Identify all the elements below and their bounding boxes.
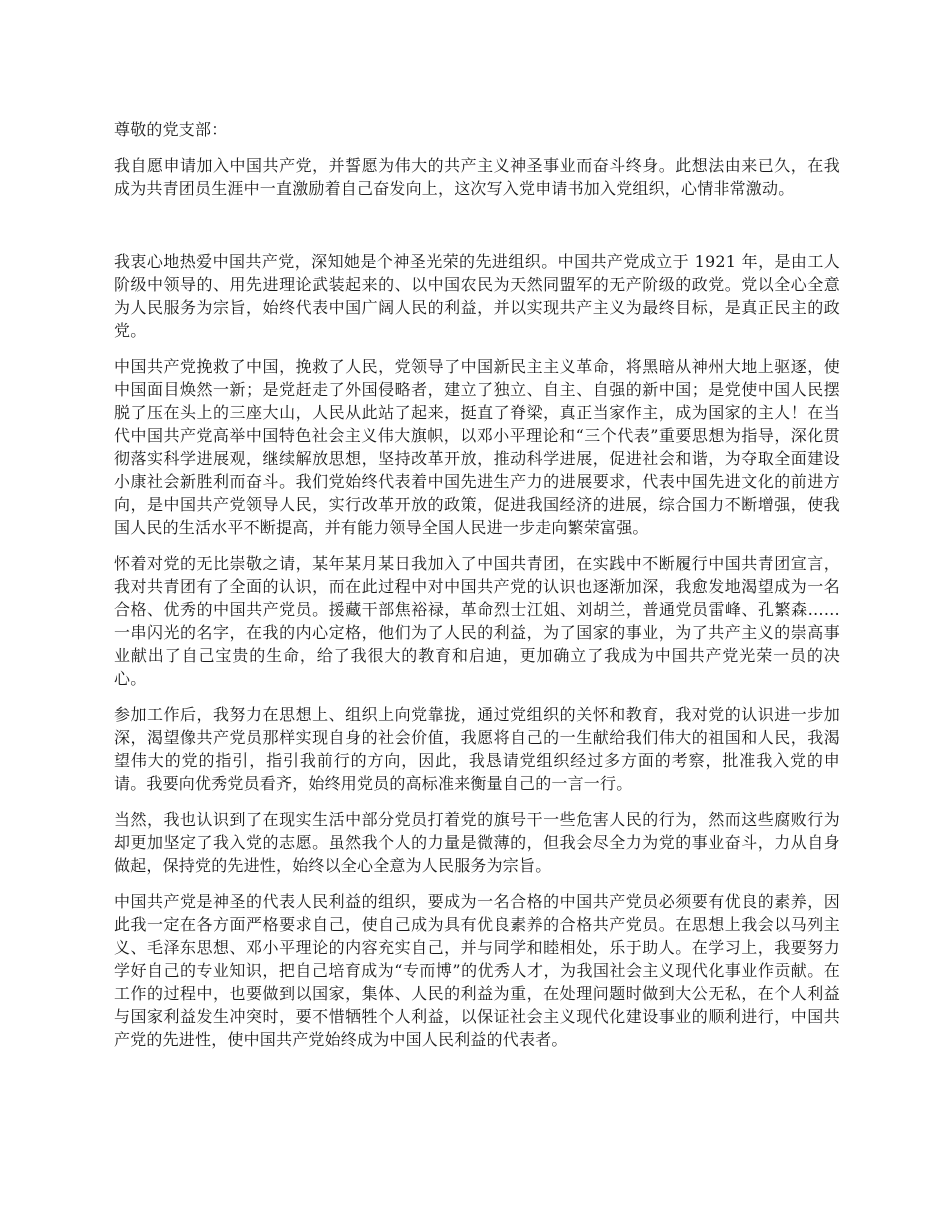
paragraph-4: 怀着对党的无比崇敬之请，某年某月某日我加入了中国共青团，在实践中不断履行中国共青团宣言，我对共青团有了全面的认识，而在此过程中对中国共产党的认识也逐渐加深，我愈发地渴望成为一名合格、优秀的中国共产党员。援藏干部焦裕禄，革命烈士江姐、刘胡兰，普通党员雷峰、孔繁森……一串闪光的名字，在我的内心定格，他们为了人民的利益，为了国家的事业，为了共产主义的崇高事业献出了自己宝贵的生命，给了我很大的教育和启迪，更加确立了我成为中国共产党光荣一员的决心。: [114, 554, 840, 688]
paragraph-6: 当然，我也认识到了在现实生活中部分党员打着党的旗号干一些危害人民的行为，然而这些腐败行为却更加坚定了我入党的志愿。虽然我个人的力量是微薄的，但我会尽全力为党的事业奋斗，力从自身做起，保持党的先进性，始终以全心全意为人民服务为宗旨。: [114, 810, 840, 875]
paragraph-1: 我自愿申请加入中国共产党，并誓愿为伟大的共产主义神圣事业而奋斗终身。此想法由来已久，在我成为共青团员生涯中一直激励着自己奋发向上，这次写入党申请书加入党组织，心情非常激动。: [114, 156, 840, 198]
salutation: 尊敬的党支部：: [114, 120, 228, 139]
paragraph-5: 参加工作后，我努力在思想上、组织上向党靠拢，通过党组织的关怀和教育，我对党的认识进一步加深，渴望像共产党员那样实现自身的社会价值，我愿将自己的一生献给我们伟大的祖国和人民，我渴望伟大的党的指引，指引我前行的方向，因此，我恳请党组织经过多方面的考察，批准我入党的申请。我要向优秀党员看齐，始终用党员的高标准来衡量自己的一言一行。: [114, 705, 840, 793]
document-page: [114, 118, 840, 1064]
paragraph-2: 我衷心地热爱中国共产党，深知她是个神圣光荣的先进组织。中国共产党成立于 1921 年，是由工人阶级中领导的、用先进理论武装起来的、以中国农民为天然同盟军的无产阶级的政党。党以全心全意为人民服务为宗旨，始终代表中国广阔人民的利益，并以实现共产主义为最终目标，是真正民主的政党。: [114, 252, 840, 340]
paragraph-7: 中国共产党是神圣的代表人民利益的组织，要成为一名合格的中国共产党员必须要有优良的素养，因此我一定在各方面严格要求自己，使自己成为具有优良素养的合格共产党员。在思想上我会以马列主义、毛泽东思想、邓小平理论的内容充实自己，并与同学和睦相处，乐于助人。在学习上，我要努力学好自己的专业知识，把自己培育成为“专而博”的优秀人才，为我国社会主义现代化事业作贡献。在工作的过程中，也要做到以国家，集体、人民的利益为重，在处理问题时做到大公无私，在个人利益与国家利益发生冲突时，要不惜牺牲个人利益，以保证社会主义现代化建设事业的顺利进行，中国共产党的先进性，使中国共产党始终成为中国人民利益的代表者。: [114, 892, 840, 1049]
paragraph-3: 中国共产党挽救了中国，挽救了人民，党领导了中国新民主主义革命，将黑暗从神州大地上驱逐，使中国面目焕然一新；是党赶走了外国侵略者，建立了独立、自主、自强的新中国；是党使中国人民摆脱了压在头上的三座大山，人民从此站了起来，挺直了脊梁，真正当家作主，成为国家的主人！在当代中国共产党高举中国特色社会主义伟大旗帜，以邓小平理论和“三个代表”重要思想为指导，深化贯彻落实科学进展观，继续解放思想，坚持改革开放，推动科学进展，促进社会和谐，为夺取全面建设小康社会新胜利而奋斗。我们党始终代表着中国先进生产力的进展要求，代表中国先进文化的前进方向，是中国共产党领导人民，实行改革开放的政策，促进我国经济的进展，综合国力不断增强，使我国人民的生活水平不断提高，并有能力领导全国人民进一步走向繁荣富强。: [114, 357, 840, 537]
